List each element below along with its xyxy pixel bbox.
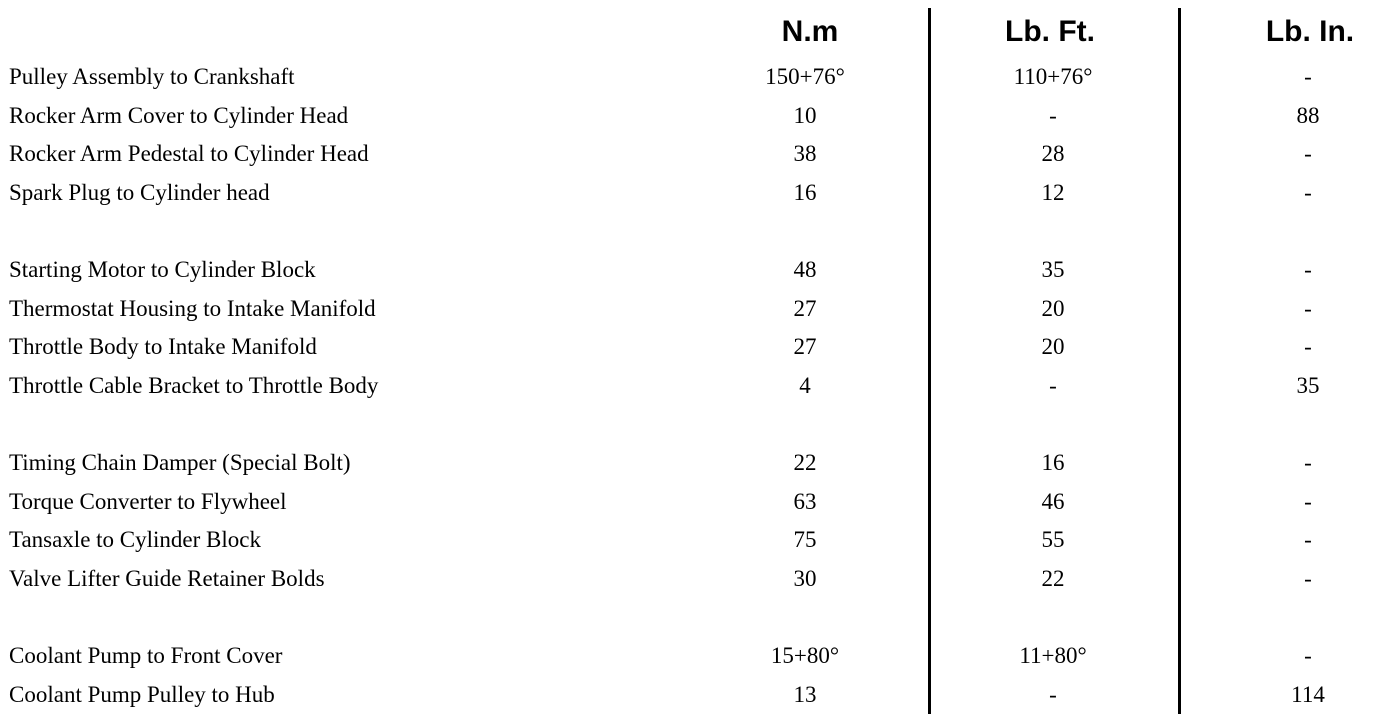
- value-lb-in: -: [1304, 565, 1312, 591]
- value-lb-in: -: [1304, 179, 1312, 205]
- value-lb-in: -: [1304, 488, 1312, 514]
- component-description: Timing Chain Damper (Special Bolt): [9, 450, 351, 475]
- component-description: Rocker Arm Pedestal to Cylinder Head: [9, 141, 369, 166]
- value-lb-ft: 11+80°: [1019, 643, 1087, 668]
- table-row: [0, 328, 1392, 367]
- value-lb-in: -: [1304, 141, 1312, 166]
- value-lb-ft: 22: [1041, 565, 1065, 591]
- component-description: Starting Motor to Cylinder Block: [9, 257, 316, 282]
- value-lb-ft: -: [1049, 681, 1057, 707]
- value-nm: 30: [793, 565, 817, 591]
- value-lb-ft: -: [1049, 372, 1057, 398]
- table-row: [0, 367, 1392, 406]
- value-lb-in: 114: [1291, 681, 1325, 707]
- component-description: Valve Lifter Guide Retainer Bolds: [9, 565, 325, 591]
- table-row: [0, 560, 1392, 599]
- table-row: [0, 58, 1392, 97]
- value-nm: 13: [793, 681, 817, 707]
- table-body: [0, 58, 1392, 714]
- value-lb-in: -: [1304, 64, 1312, 89]
- header-nm: N.m: [781, 15, 839, 48]
- value-lb-ft: 55: [1041, 527, 1065, 552]
- table-row: [0, 174, 1392, 213]
- value-nm: 22: [793, 450, 817, 475]
- value-nm: 27: [793, 334, 817, 359]
- table-row: [0, 290, 1392, 329]
- value-nm: 63: [793, 488, 817, 514]
- component-description: Pulley Assembly to Crankshaft: [9, 64, 295, 89]
- component-description: Thermostat Housing to Intake Manifold: [9, 295, 376, 321]
- value-lb-ft: 16: [1041, 450, 1065, 475]
- value-lb-in: -: [1304, 643, 1312, 668]
- table-row: [0, 483, 1392, 522]
- value-lb-ft: 20: [1041, 295, 1065, 321]
- value-lb-in: -: [1304, 295, 1312, 321]
- header-lb-in: Lb. In.: [1265, 15, 1355, 48]
- value-nm: 48: [793, 257, 817, 282]
- component-description: Tansaxle to Cylinder Block: [9, 527, 261, 552]
- table-row: [0, 444, 1392, 483]
- value-nm: 75: [793, 527, 817, 552]
- table-row: [0, 135, 1392, 174]
- value-lb-ft: 46: [1041, 488, 1065, 514]
- table-row: [0, 676, 1392, 715]
- value-lb-ft: 110+76°: [1013, 64, 1093, 89]
- value-lb-in: 35: [1296, 372, 1320, 398]
- value-lb-ft: 35: [1041, 257, 1065, 282]
- value-lb-in: -: [1304, 334, 1312, 359]
- component-description: Throttle Body to Intake Manifold: [9, 334, 317, 359]
- value-lb-ft: 28: [1041, 141, 1065, 166]
- table-row: [0, 521, 1392, 560]
- header-lb-ft: Lb. Ft.: [1005, 15, 1095, 48]
- table-row: [0, 97, 1392, 136]
- component-description: Torque Converter to Flywheel: [9, 488, 287, 514]
- value-nm: 15+80°: [770, 643, 840, 668]
- value-nm: 10: [793, 102, 817, 128]
- value-lb-in: 88: [1296, 102, 1320, 128]
- component-description: Coolant Pump to Front Cover: [9, 643, 283, 668]
- value-lb-ft: 12: [1041, 179, 1065, 205]
- component-description: Rocker Arm Cover to Cylinder Head: [9, 102, 349, 128]
- value-lb-ft: -: [1049, 102, 1057, 128]
- component-description: Spark Plug to Cylinder head: [9, 179, 270, 205]
- value-lb-in: -: [1304, 450, 1312, 475]
- value-lb-in: -: [1304, 257, 1312, 282]
- value-nm: 16: [793, 179, 817, 205]
- value-lb-in: -: [1304, 527, 1312, 552]
- value-nm: 4: [799, 372, 811, 398]
- component-description: Coolant Pump Pulley to Hub: [9, 681, 275, 707]
- component-description: Throttle Cable Bracket to Throttle Body: [9, 372, 379, 398]
- value-nm: 27: [793, 295, 817, 321]
- value-nm: 150+76°: [765, 64, 845, 89]
- value-nm: 38: [793, 141, 817, 166]
- table-row: [0, 637, 1392, 676]
- table-row: [0, 251, 1392, 290]
- value-lb-ft: 20: [1041, 334, 1065, 359]
